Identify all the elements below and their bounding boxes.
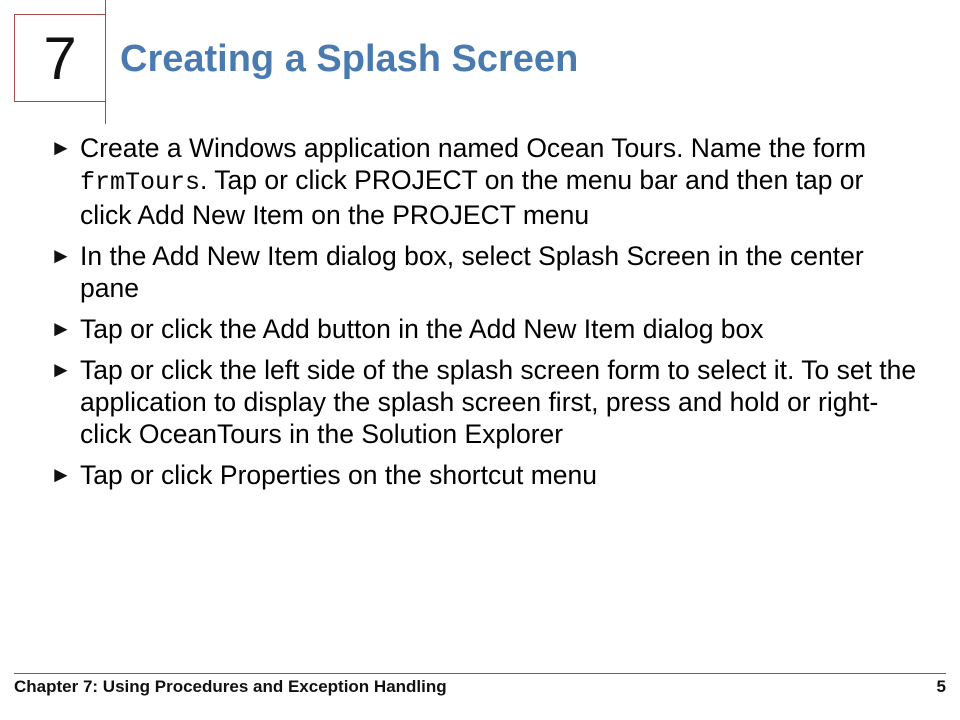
bullet-item xyxy=(50,313,920,345)
page-number: 5 xyxy=(936,677,946,696)
code-form-name: frmTours xyxy=(80,168,201,197)
footer-chapter-label: Chapter 7: Using Procedures and Exception Handling xyxy=(14,677,447,696)
bullet-arrow-icon: ► xyxy=(50,316,72,341)
slide-title: Creating a Splash Screen xyxy=(120,38,579,80)
chapter-number-box xyxy=(14,14,106,102)
bullet-item xyxy=(50,132,920,231)
bullet-arrow-icon: ► xyxy=(50,462,72,487)
footer-divider-line xyxy=(14,673,946,674)
bullet-item xyxy=(50,459,920,491)
bullet-arrow-icon: ► xyxy=(50,243,72,268)
chapter-number: 7 xyxy=(43,24,77,92)
bullet-item xyxy=(50,240,920,304)
bullet-text-part: . Tap or click PROJECT on the menu bar and then tap or click Add New Item on the PROJECT menu xyxy=(80,165,864,230)
bullet-list xyxy=(50,132,920,500)
bullet-text-part: Create a Windows application named Ocean Tours. Name the form xyxy=(80,133,867,163)
bullet-arrow-icon: ► xyxy=(50,357,72,382)
header-divider-line xyxy=(105,0,106,124)
bullet-item xyxy=(50,354,920,450)
bullet-text: Tap or click the left side of the splash screen form to select it. To set the application to display the splash screen first, press and hold or right-click OceanTours in the Solution Explorer xyxy=(80,355,917,449)
bullet-text: Tap or click Properties on the shortcut menu xyxy=(80,460,597,490)
bullet-text: In the Add New Item dialog box, select Splash Screen in the center pane xyxy=(80,241,864,303)
bullet-arrow-icon: ► xyxy=(50,135,72,160)
bullet-text xyxy=(80,132,920,231)
bullet-text: Tap or click the Add button in the Add New Item dialog box xyxy=(80,314,764,344)
